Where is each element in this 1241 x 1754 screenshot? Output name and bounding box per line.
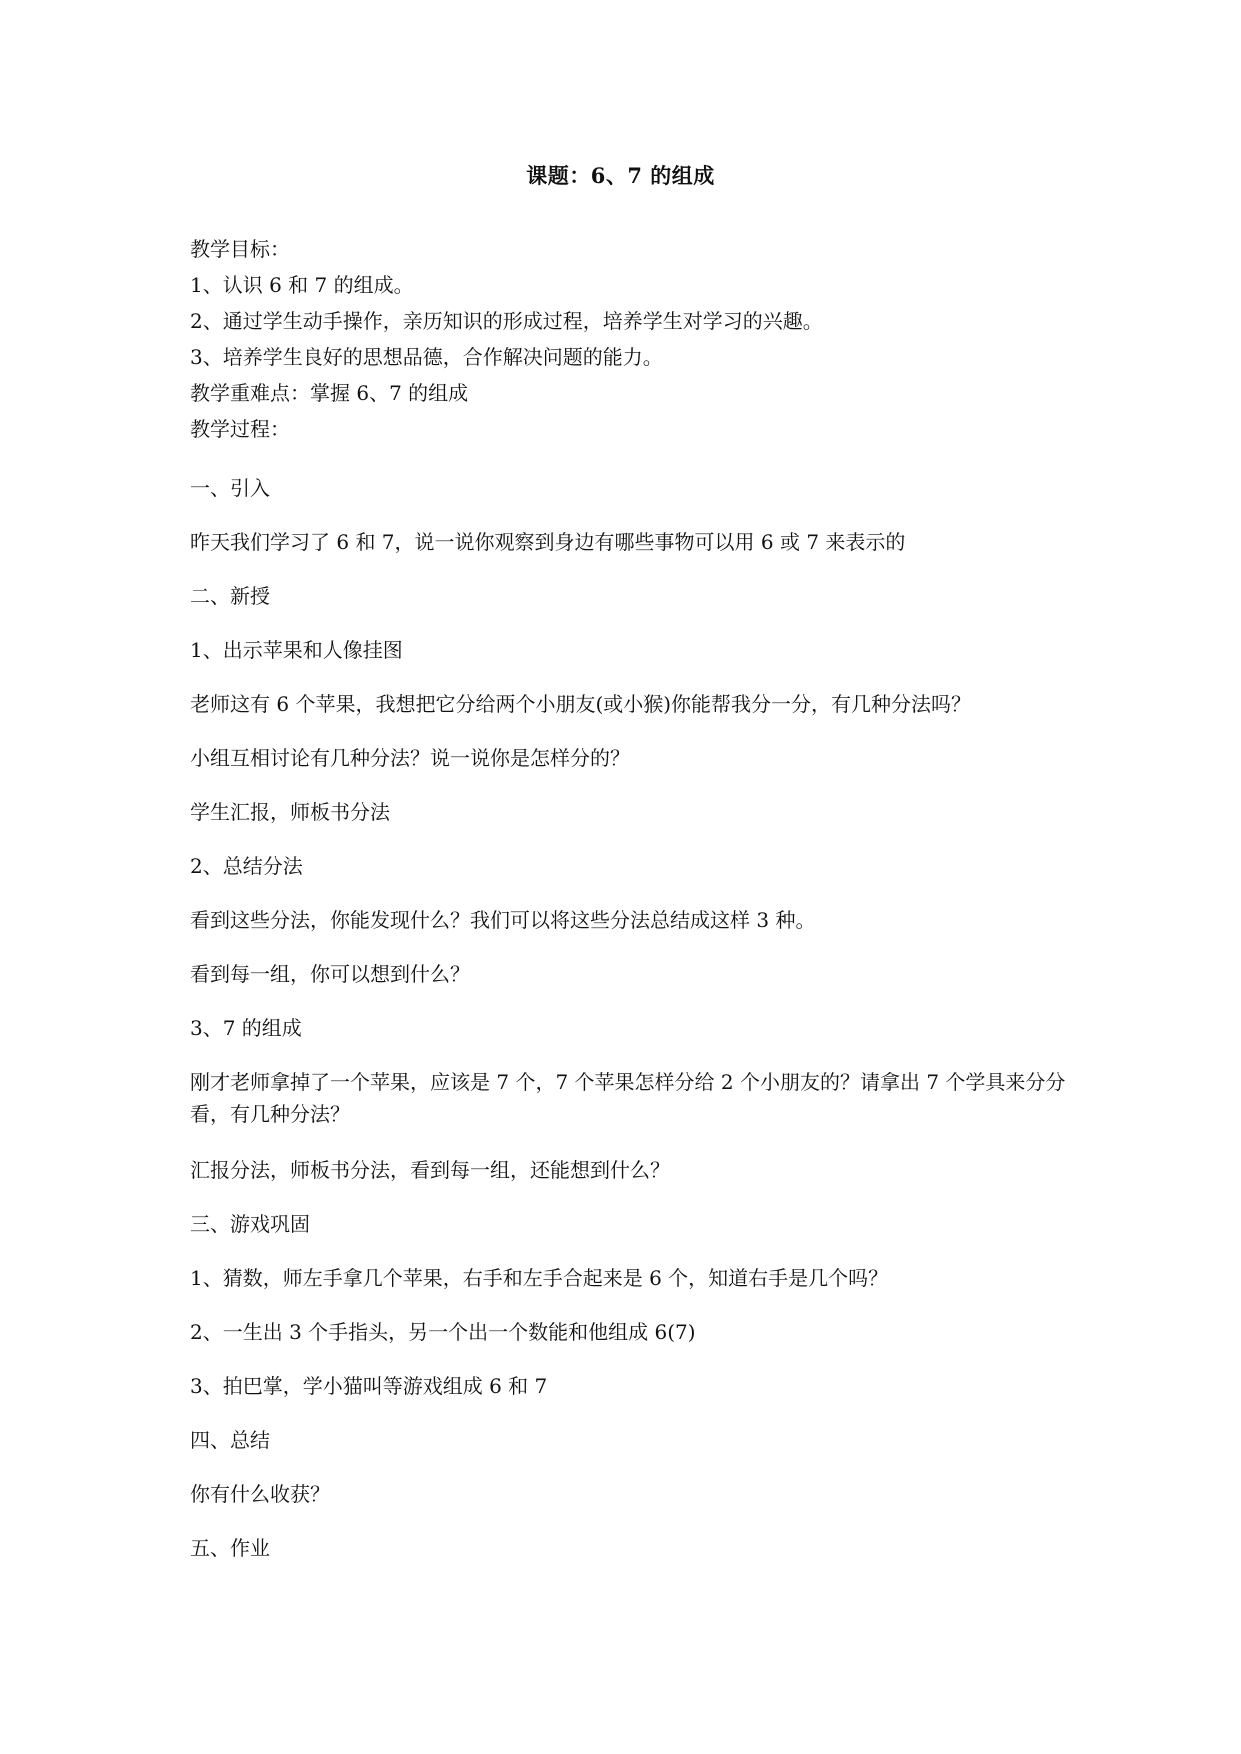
new-lesson-step-2b: 看到每一组，你可以想到什么？ (190, 962, 470, 986)
game-item-1: 1、猜数，师左手拿几个苹果，右手和左手合起来是 6 个，知道右手是几个吗？ (190, 1266, 889, 1290)
summary-text: 你有什么收获？ (190, 1482, 330, 1506)
game-item-3: 3、拍巴掌，学小猫叫等游戏组成 6 和 7 (190, 1374, 548, 1398)
game-heading: 三、游戏巩固 (190, 1212, 310, 1236)
new-lesson-step-3a: 刚才老师拿掉了一个苹果，应该是 7 个，7 个苹果怎样分给 2 个小朋友的？请拿出 7 个学具来分分看，有几种分法？ (190, 1070, 1066, 1126)
new-lesson-heading: 二、新授 (190, 584, 270, 608)
objective-item-1: 1、认识 6 和 7 的组成。 (190, 273, 414, 297)
key-points: 教学重难点：掌握 6、7 的组成 (190, 381, 469, 405)
new-lesson-step-1b: 小组互相讨论有几种分法？说一说你是怎样分的？ (190, 746, 630, 770)
homework-heading: 五、作业 (190, 1536, 270, 1560)
objective-item-2: 2、通过学生动手操作，亲历知识的形成过程，培养学生对学习的兴趣。 (190, 309, 823, 333)
process-heading: 教学过程： (190, 417, 290, 441)
new-lesson-step-2: 2、总结分法 (190, 854, 303, 878)
new-lesson-step-1: 1、出示苹果和人像挂图 (190, 638, 403, 662)
new-lesson-step-1a: 老师这有 6 个苹果，我想把它分给两个小朋友(或小猴)你能帮我分一分，有几种分法吗？ (190, 692, 972, 716)
document-title: 课题：6、7 的组成 (526, 163, 715, 188)
intro-heading: 一、引入 (190, 476, 270, 500)
objectives-heading: 教学目标： (190, 237, 290, 261)
new-lesson-step-2a: 看到这些分法，你能发现什么？我们可以将这些分法总结成这样 3 种。 (190, 908, 816, 932)
intro-text: 昨天我们学习了 6 和 7，说一说你观察到身边有哪些事物可以用 6 或 7 来表示的 (190, 530, 906, 554)
new-lesson-step-3b: 汇报分法，师板书分法，看到每一组，还能想到什么？ (190, 1158, 670, 1182)
summary-heading: 四、总结 (190, 1428, 270, 1452)
objective-item-3: 3、培养学生良好的思想品德，合作解决问题的能力。 (190, 345, 663, 369)
new-lesson-step-1c: 学生汇报，师板书分法 (190, 800, 390, 824)
game-item-2: 2、一生出 3 个手指头，另一个出一个数能和他组成 6(7) (190, 1320, 696, 1344)
new-lesson-step-3: 3、7 的组成 (190, 1016, 302, 1040)
